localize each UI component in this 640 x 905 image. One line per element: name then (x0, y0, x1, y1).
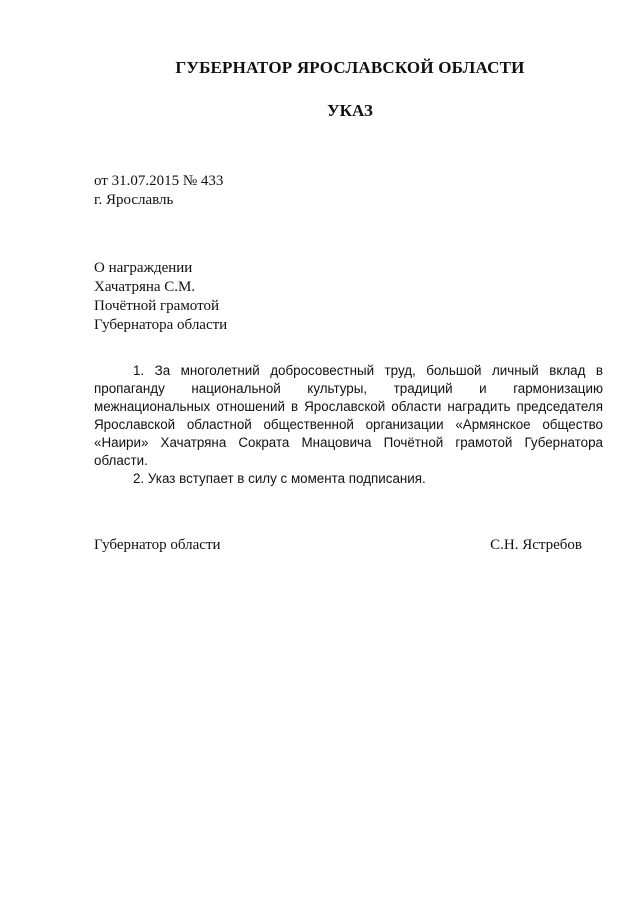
date-and-number: от 31.07.2015 № 433 (94, 173, 224, 189)
subject-line: Губернатора области (94, 317, 228, 333)
decree-body (94, 362, 603, 488)
document-type: УКАЗ (327, 101, 373, 120)
document-details (94, 172, 223, 210)
signatory-position: Губернатор области (94, 537, 221, 553)
paragraph-1: 1. За многолетний добросовестный труд, большой личный вклад в пропаганду национальной культуры, традиций и гармонизацию межнациональных отношений в Ярославской области наградить председателя Ярославской областной общественной организации «Армянское общество «Наири» Хачатряна Сократа Мнацовича Почётной грамотой Губернатора области. (94, 363, 603, 468)
paragraph-2: 2. Указ вступает в силу с момента подписания. (133, 471, 426, 486)
signatory-name: С.Н. Ястребов (490, 537, 582, 553)
subject-line: Хачатряна С.М. (94, 279, 196, 295)
place: г. Ярославль (94, 192, 174, 208)
subject-line: О награждении (94, 260, 193, 276)
signature-block (94, 537, 582, 554)
subject-block (94, 259, 227, 335)
issuing-authority: ГУБЕРНАТОР ЯРОСЛАВСКОЙ ОБЛАСТИ (175, 58, 525, 77)
subject-line: Почётной грамотой (94, 298, 219, 314)
